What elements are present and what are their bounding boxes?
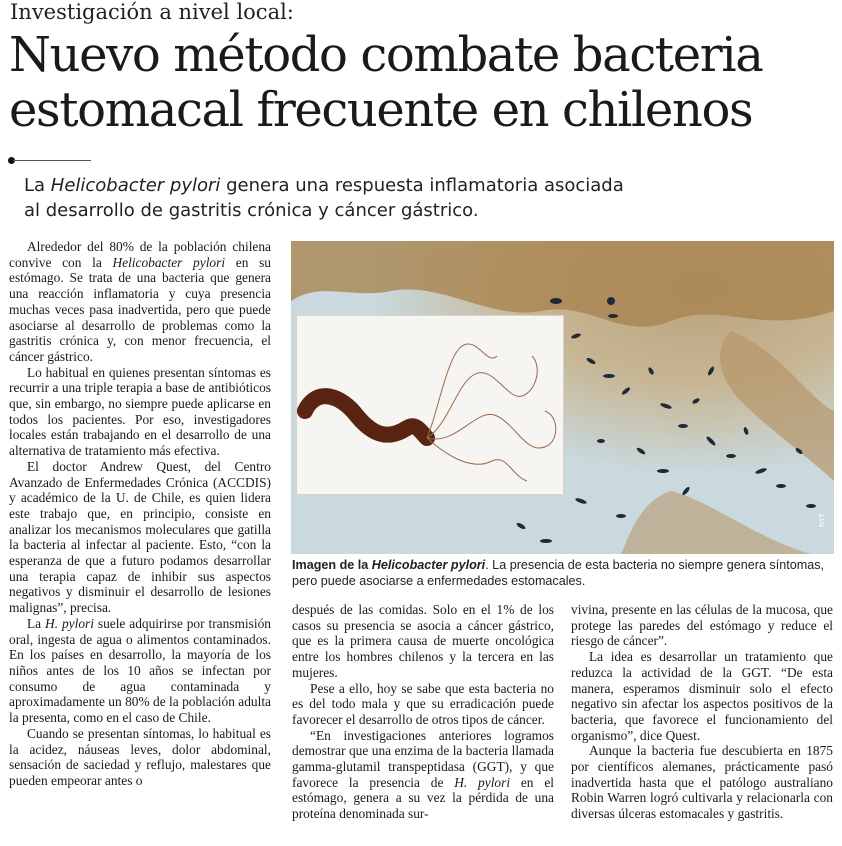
deck (24, 173, 724, 223)
deck-line-1: La Helicobacter pylori genera una respuesta inflamatoria asociada (24, 175, 624, 196)
caption-line-2: pero puede asociarse a enfermedades estomacales. (292, 574, 586, 588)
helicobacter-illustration (297, 316, 563, 494)
body-column-2 (292, 602, 554, 822)
deck-italic: Helicobacter pylori (50, 175, 221, 196)
paragraph: Cuando se presentan síntomas, lo habitual es la acidez, náuseas leves, dolor abdominal, sensación de saciedad y reflujo, malestares que pueden empeorar antes o (9, 725, 271, 788)
paragraph: después de las comidas. Solo en el 1% de los casos su presencia se asocia a cáncer gástrico, que es la primera causa de muerte oncológica entre los hombres chilenos y la tercera en las mujeres. (292, 602, 554, 680)
paragraph: vivina, presente en las células de la mucosa, que protege las paredes del estómago y reduce el riesgo de cáncer”. (571, 602, 833, 649)
paragraph: “En investigaciones anteriores logramos demostrar que una enzima de la bacteria llamada gamma-glutamil transpeptidasa (GGT), y que favorece la presencia de H. pylori en el estómago, genera a su vez la pérdida de una proteína denominada sur- (292, 727, 554, 822)
body-column-1 (9, 239, 271, 789)
photo-caption (292, 557, 837, 589)
headline-line-2: estomacal frecuente en chilenos (9, 82, 753, 138)
kicker: Investigación a nivel local: (10, 0, 294, 24)
bacteria-inset-image (296, 315, 564, 495)
photo-credit: NYT (818, 513, 826, 527)
headline (9, 28, 839, 138)
paragraph: La H. pylori suele adquirirse por transmisión oral, ingesta de agua o alimentos contaminados. En los países en desarrollo, la mayoría de los niños antes de los 10 años se infectan por consumo de agua contaminada y aproximadamente un 80% de la población adulta la presenta, como en el caso de Chile. (9, 615, 271, 726)
paragraph: La idea es desarrollar un tratamiento que reduzca la actividad de la GGT. “De esta manera, esperamos disminuir solo el efecto negativo sin afectar los aspectos positivos de la bacteria, que favorece el funcionamiento del organismo”, dice Quest. (571, 649, 833, 743)
caption-line-1: Imagen de la Helicobacter pylori. La presencia de esta bacteria no siempre genera síntomas, (292, 558, 825, 572)
paragraph: Alrededor del 80% de la población chilena convive con la Helicobacter pylori en su estómago. Se trata de una bacteria que genera una reacción inflamatoria y cuya presencia muchas veces pasa inadvertida, pero que puede asociarse al desarrollo de problemas como la gastritis crónica y, con menor frecuencia, el cáncer gástrico. (9, 239, 271, 364)
body-column-3 (571, 602, 833, 822)
paragraph: Aunque la bacteria fue descubierta en 1875 por científicos alemanes, prácticamente pasó inadvertida hasta que el patólogo australiano Robin Warren logró cultivarla y relacionarla con diversas úlceras estomacales y gastritis. (571, 743, 833, 822)
deck-line-2: al desarrollo de gastritis crónica y cáncer gástrico. (24, 200, 479, 221)
divider-line (13, 160, 91, 161)
paragraph: El doctor Andrew Quest, del Centro Avanzado de Enfermedades Crónica (ACCDIS) y académico de la U. de Chile, es quien lidera este trabajo que, en principio, consiste en analizar los mecanismos moleculares que gatilla la bacteria al infectar al paciente. Esto, “con la esperanza de que a futuro podamos desarrollar una terapia capaz de inhibir sus aspectos negativos y disminuir el desarrollo de lesiones malignas”, precisa. (9, 458, 271, 616)
paragraph: Pese a ello, hoy se sabe que esta bacteria no es del todo mala y que su erradicación puede favorecer el desarrollo de otros tipos de cáncer. (292, 680, 554, 727)
headline-line-1: Nuevo método combate bacteria (9, 27, 763, 83)
paragraph: Lo habitual en quienes presentan síntomas es recurrir a una triple terapia a base de antibióticos que, sin embargo, no siempre puede aplicarse en todos los pacientes. Por eso, investigadores locales están trabajando en el desarrollo de una alternativa de tratamiento más efectiva. (9, 364, 271, 459)
